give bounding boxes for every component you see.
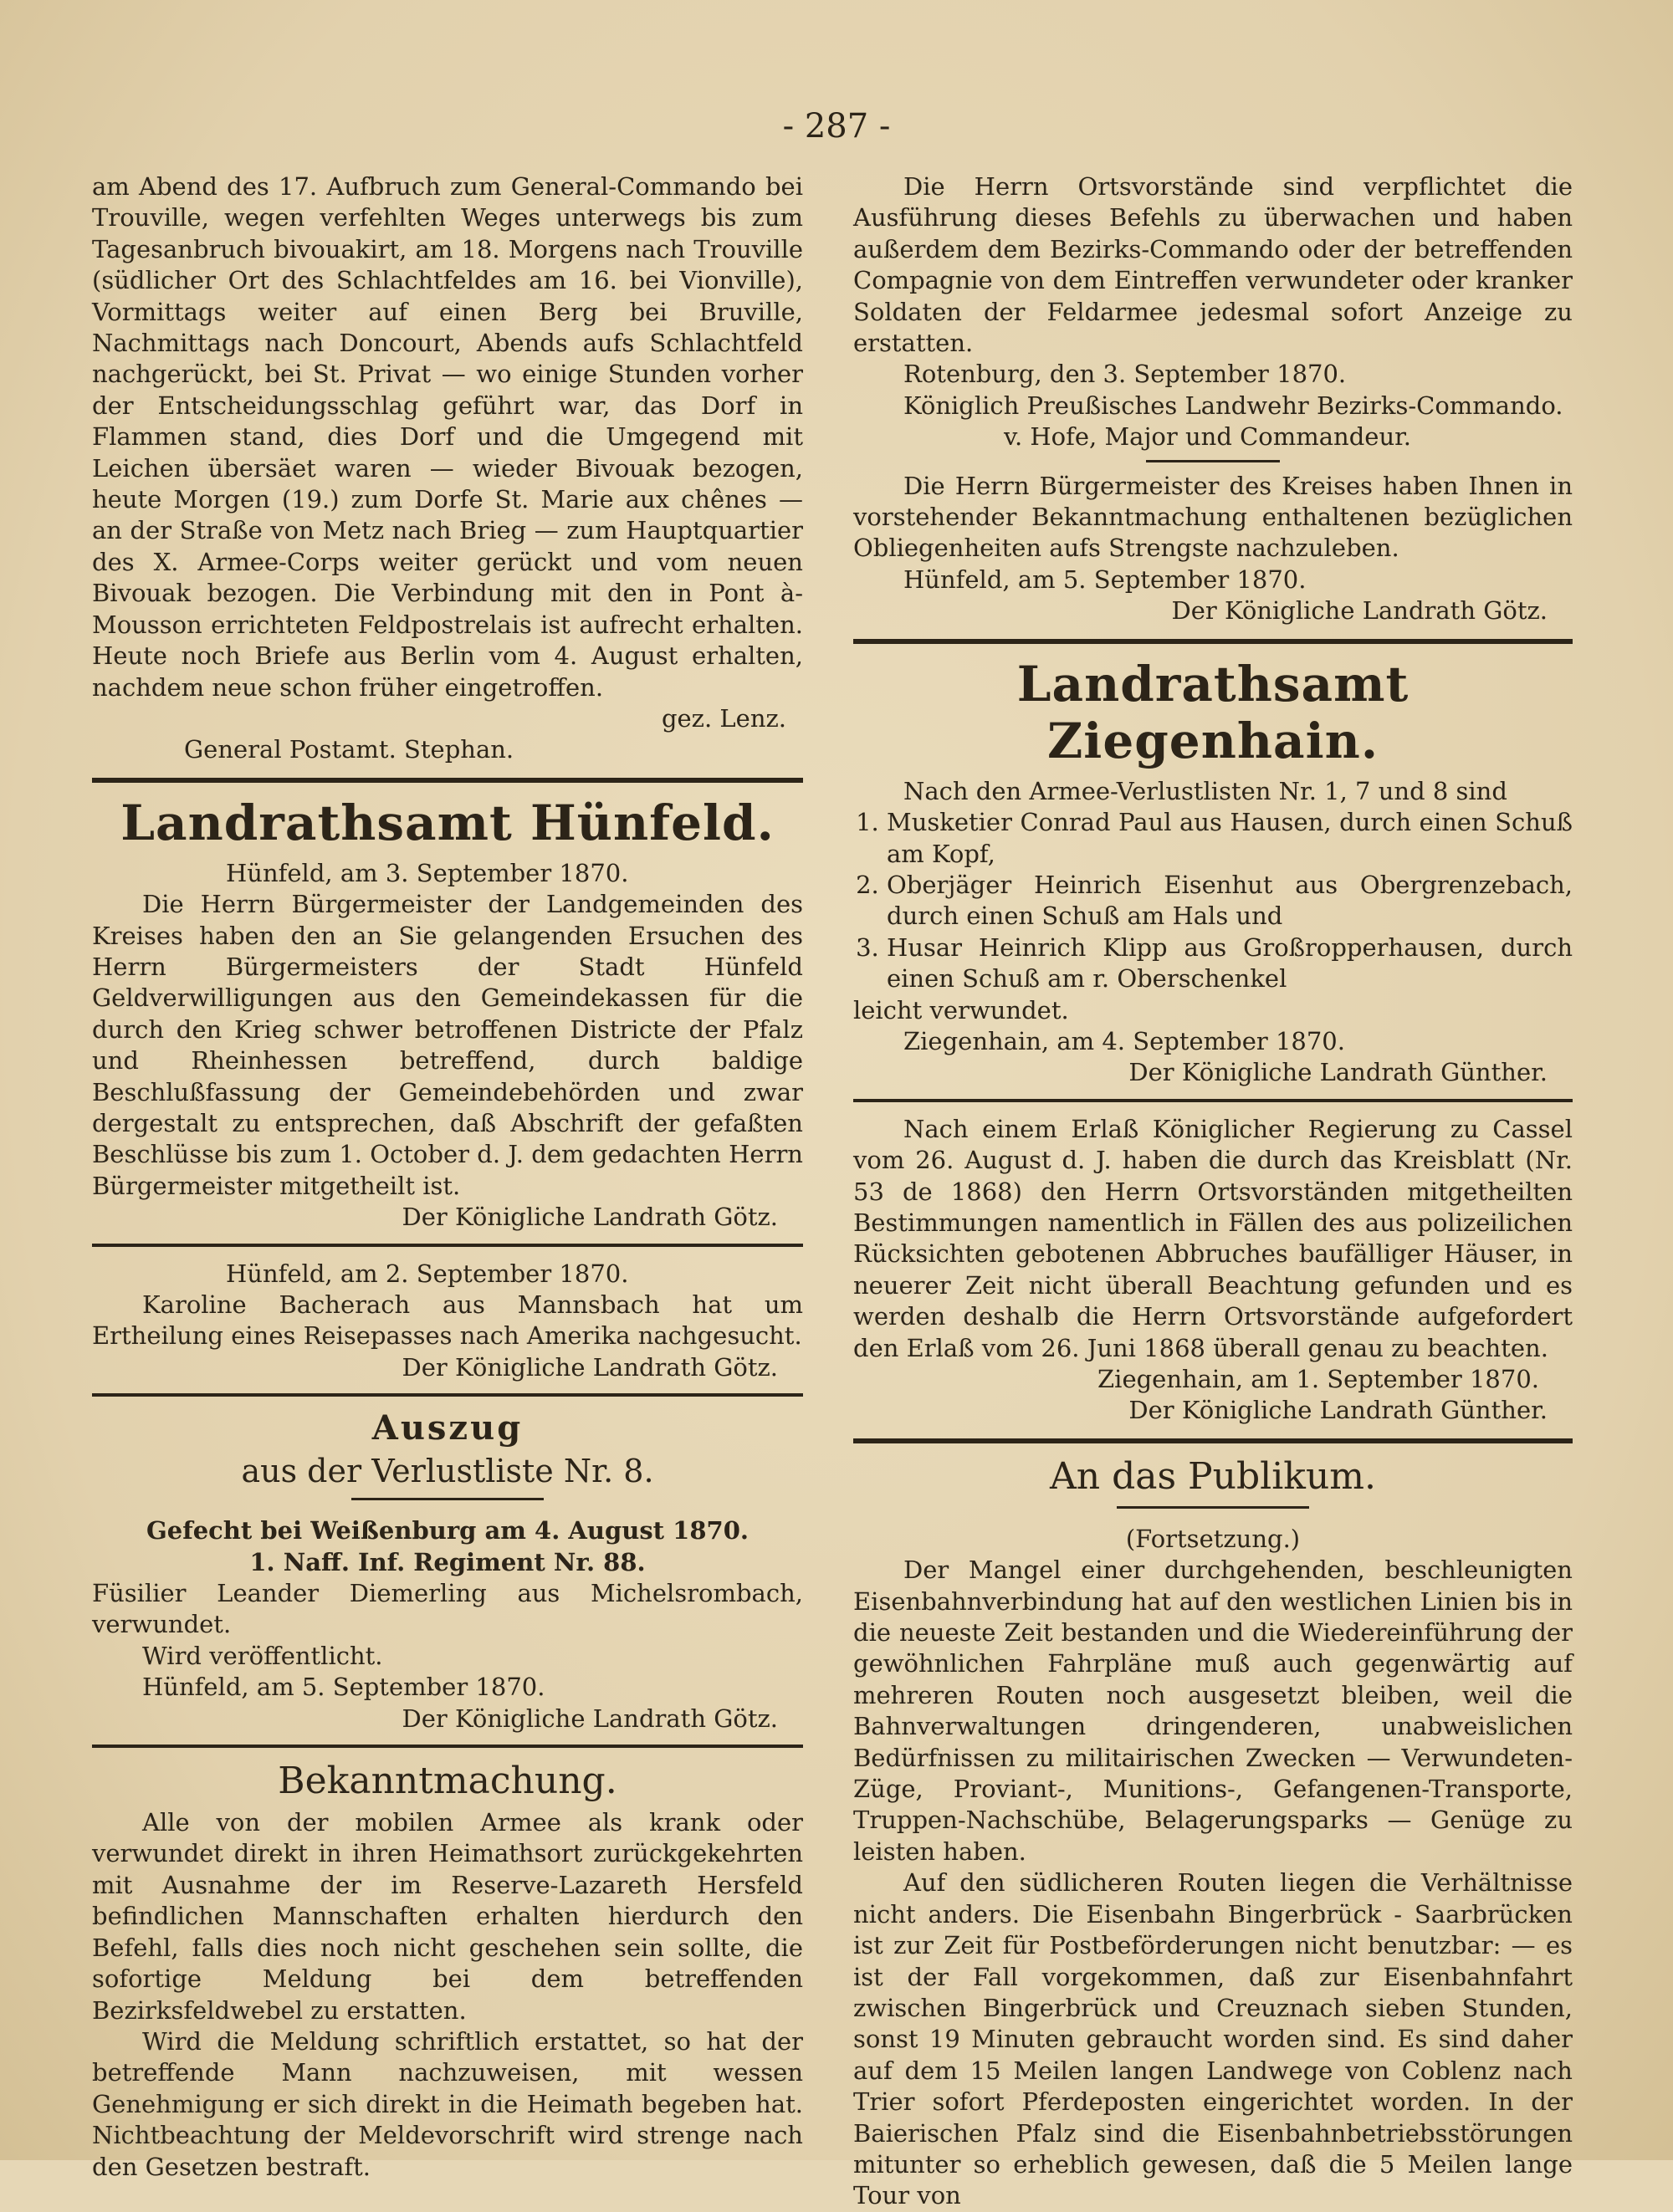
section-divider <box>853 1438 1573 1443</box>
divider <box>853 1099 1573 1102</box>
right-intro: Die Herrn Ortsvorstände sind verpflichtet die Ausführung dieses Befehls zu überwachen und haben außerdem dem Bezirks-Commando oder der betreffenden Compagnie von dem Eintreffen verwundeter oder kranker Soldaten der Feldarmee jedesmal sofort Anzeige zu erstatten. <box>853 172 1573 358</box>
right-intro-signature: Königlich Preußisches Landwehr Bezirks-Commando. <box>903 391 1563 420</box>
z2-place-date: Ziegenhain, am 1. September 1870. <box>1097 1365 1539 1393</box>
publikum-para1: Der Mangel einer durchgehenden, beschleunigten Eisenbahnverbindung hat auf den westlichen Linien bis in die neueste Zeit bestanden und die Wiedereinführung der gewöhnlichen Fahrpläne muß auch gegenwärtig auf mehreren Routen noch ausgesetzt bleiben, weil die Bahnverwaltungen dringenderen, unabweislichen Bedürfnissen zu militairischen Zwecken — Verwundeten-Züge, Proviant-, Munitions-, Gefangenen-Transporte, Truppen-Nachschübe, Belagerungsparks — Genüge zu leisten haben. <box>853 1556 1573 1866</box>
z1-tail: leicht verwundet. <box>853 995 1069 1024</box>
notice1-body: Die Herrn Bürgermeister der Landgemeinden des Kreises haben den an Sie gelangenden Ersuchen des Herrn Bürgermeisters der Stadt Hünfeld Geldverwilligungen aus den Gemeindekassen für die durch den Krieg schwer betroffenen Districte der Pfalz und Rheinhessen betreffend, durch baldige Beschlußfassung der Gemeindebehörden und zwar dergestalt zu entsprechen, daß Abschrift der gefaßten Beschlüsse bis zum 1. October d. J. dem gedachten Herrn Bürgermeister mitgetheilt ist. <box>92 890 803 1200</box>
short-rule <box>351 1498 544 1500</box>
casualty-list <box>853 807 1573 994</box>
section-divider <box>92 778 803 783</box>
heading-landrathsamt-huenfeld: Landrathsamt Hünfeld. <box>120 794 775 851</box>
publikum-para2: Auf den südlicheren Routen liegen die Verhältnisse nicht anders. Die Eisenbahn Bingerbrück - Saarbrücken ist zur Zeit für Postbeförderungen nicht benutzbar: — es ist der Fall vorgekommen, daß zur Eisenbahnfahrt zwischen Bingerbrück und Creuznach sieben Stunden, sonst 19 Minuten gebraucht worden sind. Es sind daher auf dem 15 Meilen langen Landwege von Coblenz nach Trier sofort Pferdeposten eingerichtet worden. In der Baierischen Pfalz sind die Eisenbahnbetriebsstörungen mitunter so erheblich gewesen, daß die 5 Meilen lange Tour von <box>853 1868 1573 2210</box>
divider <box>92 1244 803 1247</box>
section-divider <box>853 639 1573 644</box>
z2-signature: Der Königliche Landrath Günther. <box>1128 1396 1548 1425</box>
z1-place-date: Ziegenhain, am 4. September 1870. <box>903 1026 1345 1055</box>
publikum-sub: (Fortsetzung.) <box>1125 1524 1301 1553</box>
z2-body: Nach einem Erlaß Königlicher Regierung zu Cassel vom 26. August d. J. haben die durch das Kreisblatt (Nr. 53 de 1868) den Herrn Ortsvorständen mitgetheilten Bestimmungen namentlich in Fällen des aus polizeilichen Rücksichten gebotenen Abbruches baufälliger Häuser, in neuerer Zeit nicht überall Beachtung gefunden und es werden deshalb die Herrn Ortsvorstände aufgefordert den Erlaß vom 26. Juni 1868 überall genau zu beachten. <box>853 1114 1573 1362</box>
short-rule <box>1146 460 1280 462</box>
auszug-battle: Gefecht bei Weißenburg am 4. August 1870. <box>146 1516 749 1545</box>
short-rule <box>1117 1506 1309 1509</box>
heading-landrathsamt-ziegenhain: Landrathsamt Ziegenhain. <box>1016 655 1410 769</box>
auszug-title: Auszug <box>371 1408 524 1448</box>
publikum-title: An das Publikum. <box>1049 1454 1377 1498</box>
intro-signature-postamt: General Postamt. Stephan. <box>184 735 514 764</box>
z1-lead: Nach den Armee-Verlustlisten Nr. 1, 7 und 8 sind <box>903 776 1507 805</box>
intro-signature: gez. Lenz. <box>661 703 786 733</box>
auszug-subtitle: aus der Verlustliste Nr. 8. <box>241 1453 654 1490</box>
right-para2-signature: Der Königliche Landrath Götz. <box>1171 596 1548 626</box>
right-column <box>853 171 1573 2212</box>
notice2-body: Karoline Bacherach aus Mannsbach hat um Ertheilung eines Reisepasses nach Amerika nachgesucht. <box>92 1290 803 1351</box>
left-column <box>92 171 803 2183</box>
page-number: - 287 - <box>782 107 891 146</box>
auszug-published: Wird veröffentlicht. <box>142 1641 383 1670</box>
list-item: 3. Husar Heinrich Klipp aus Großropperhausen, durch einen Schuß am r. Oberschenkel <box>887 932 1573 995</box>
z1-signature: Der Königliche Landrath Günther. <box>1128 1058 1548 1087</box>
notice2-place-date: Hünfeld, am 2. September 1870. <box>226 1259 629 1288</box>
auszug-signature: Der Königliche Landrath Götz. <box>402 1704 778 1733</box>
intro-text: am Abend des 17. Aufbruch zum General-Commando bei Trouville, wegen verfehlten Weges unterwegs bis zum Tagesanbruch bivouakirt, am 18. Morgens nach Trouville (südlicher Ort des Schlachtfeldes am 16. bei Vionville), Vormittags weiter auf einen Berg bei Bruville, Nachmittags nach Doncourt, Abends aufs Schlachtfeld nachgerückt, bei St. Privat — wo einige Stunden vorher der Entscheidungsschlag geführt war, das Dorf in Flammen stand, dies Dorf und die Umgegend mit Leichen übersäet waren — wieder Bivouak bezogen, heute Morgen (19.) zum Dorfe St. Marie aux chênes — an der Straße von Metz nach Brieg — zum Hauptquartier des X. Armee-Corps weiter gerückt und vom neuen Bivouak bezogen. Die Verbindung mit den in Pont à-Mousson errichteten Feldpostrelais ist aufrecht erhalten. Heute noch Briefe aus Berlin vom 4. August erhalten, nachdem neue schon früher eingetroffen. <box>92 172 803 702</box>
bekanntmachung-para1: Alle von der mobilen Armee als krank oder verwundet direkt in ihren Heimathsort zurückgekehrten mit Ausnahme der im Reserve-Lazareth Hersfeld befindlichen Mannschaften erhalten hierdurch den Befehl, falls dies noch nicht geschehen sein sollte, die sofortige Meldung bei dem betreffenden Bezirksfeldwebel zu erstatten. <box>92 1808 803 2025</box>
right-para2-place-date: Hünfeld, am 5. September 1870. <box>903 564 1307 594</box>
divider <box>92 1393 803 1397</box>
auszug-place-date: Hünfeld, am 5. September 1870. <box>142 1673 545 1702</box>
notice2-signature: Der Königliche Landrath Götz. <box>402 1352 778 1382</box>
notice1-signature: Der Königliche Landrath Götz. <box>402 1203 778 1232</box>
list-item: 2. Oberjäger Heinrich Eisenhut aus Obergrenzebach, durch einen Schuß am Hals und <box>887 870 1573 932</box>
bekanntmachung-para2: Wird die Meldung schriftlich erstattet, so hat der betreffende Mann nachzuweisen, mit wessen Genehmigung er sich direkt in die Heimath begeben hat. Nichtbeachtung der Meldevorschrift wird strenge nach den Gesetzen bestraft. <box>92 2026 803 2181</box>
bekanntmachung-title: Bekanntmachung. <box>278 1760 617 1803</box>
right-intro-place-date: Rotenburg, den 3. September 1870. <box>903 360 1347 389</box>
notice1-place-date: Hünfeld, am 3. September 1870. <box>226 858 629 887</box>
auszug-entry: Füsilier Leander Diemerling aus Michelsrombach, verwundet. <box>92 1579 803 1639</box>
divider <box>92 1745 803 1748</box>
auszug-regiment: 1. Naff. Inf. Regiment Nr. 88. <box>249 1547 646 1576</box>
right-intro-signature-name: v. Hofe, Major und Commandeur. <box>1004 422 1412 452</box>
right-para2: Die Herrn Bürgermeister des Kreises haben Ihnen in vorstehender Bekanntmachung enthaltenen bezüglichen Obliegenheiten aufs Strengste nachzuleben. <box>853 471 1573 563</box>
list-item: 1. Musketier Conrad Paul aus Hausen, durch einen Schuß am Kopf, <box>887 807 1573 870</box>
